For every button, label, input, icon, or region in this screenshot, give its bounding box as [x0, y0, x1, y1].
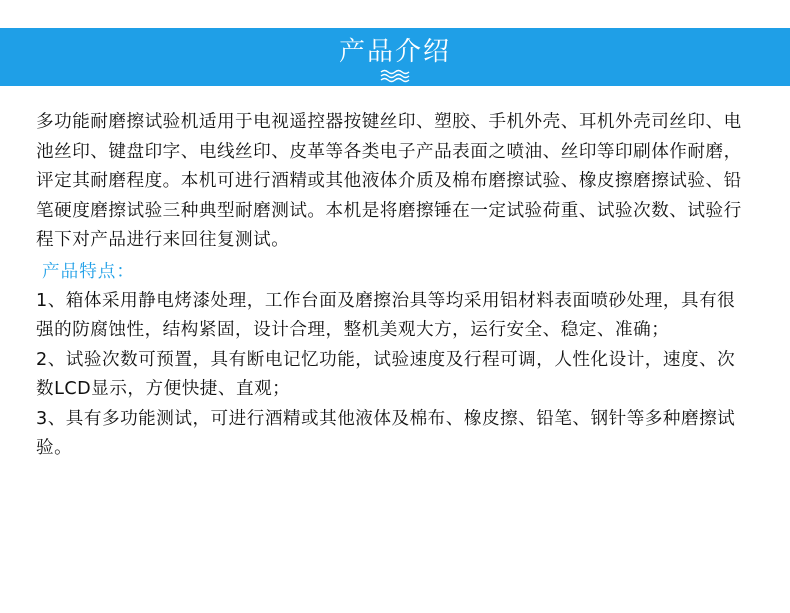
content-area: [0, 86, 752, 464]
title-banner: [0, 28, 790, 86]
intro-paragraph: 多功能耐磨擦试验机适用于电视遥控器按键丝印、塑胶、手机外壳、耳机外壳司丝印、电池丝印、键盘印字、电线丝印、皮革等各类电子产品表面之喷油、丝印等印刷体作耐磨，评定其耐磨程度。本机可进行酒精或其他液体介质及棉布磨擦试验、橡皮擦磨擦试验、铅笔硬度磨擦试验三种典型耐磨测试。本机是将磨擦锤在一定试验荷重、试验次数、试验行程下对产品进行来回往复测试。: [36, 112, 742, 250]
banner-title: 产品介绍: [338, 37, 451, 67]
features-heading: 产品特点：: [42, 261, 135, 282]
feature-item-3: 3、具有多功能测试，可进行酒精或其他液体及棉布、橡皮擦、铅笔、钢针等多种磨擦试验。: [36, 408, 736, 458]
wave-icon: [380, 69, 410, 83]
top-margin: [0, 0, 790, 28]
feature-item-2: 2、试验次数可预置，具有断电记忆功能，试验速度及行程可调，人性化设计，速度、次数LCD显示，方便快捷、直观；: [36, 349, 736, 399]
feature-item-1: 1、箱体采用静电烤漆处理，工作台面及磨擦治具等均采用铝材料表面喷砂处理，具有很强的防腐蚀性，结构紧固，设计合理，整机美观大方，运行安全、稳定、准确；: [36, 290, 736, 340]
